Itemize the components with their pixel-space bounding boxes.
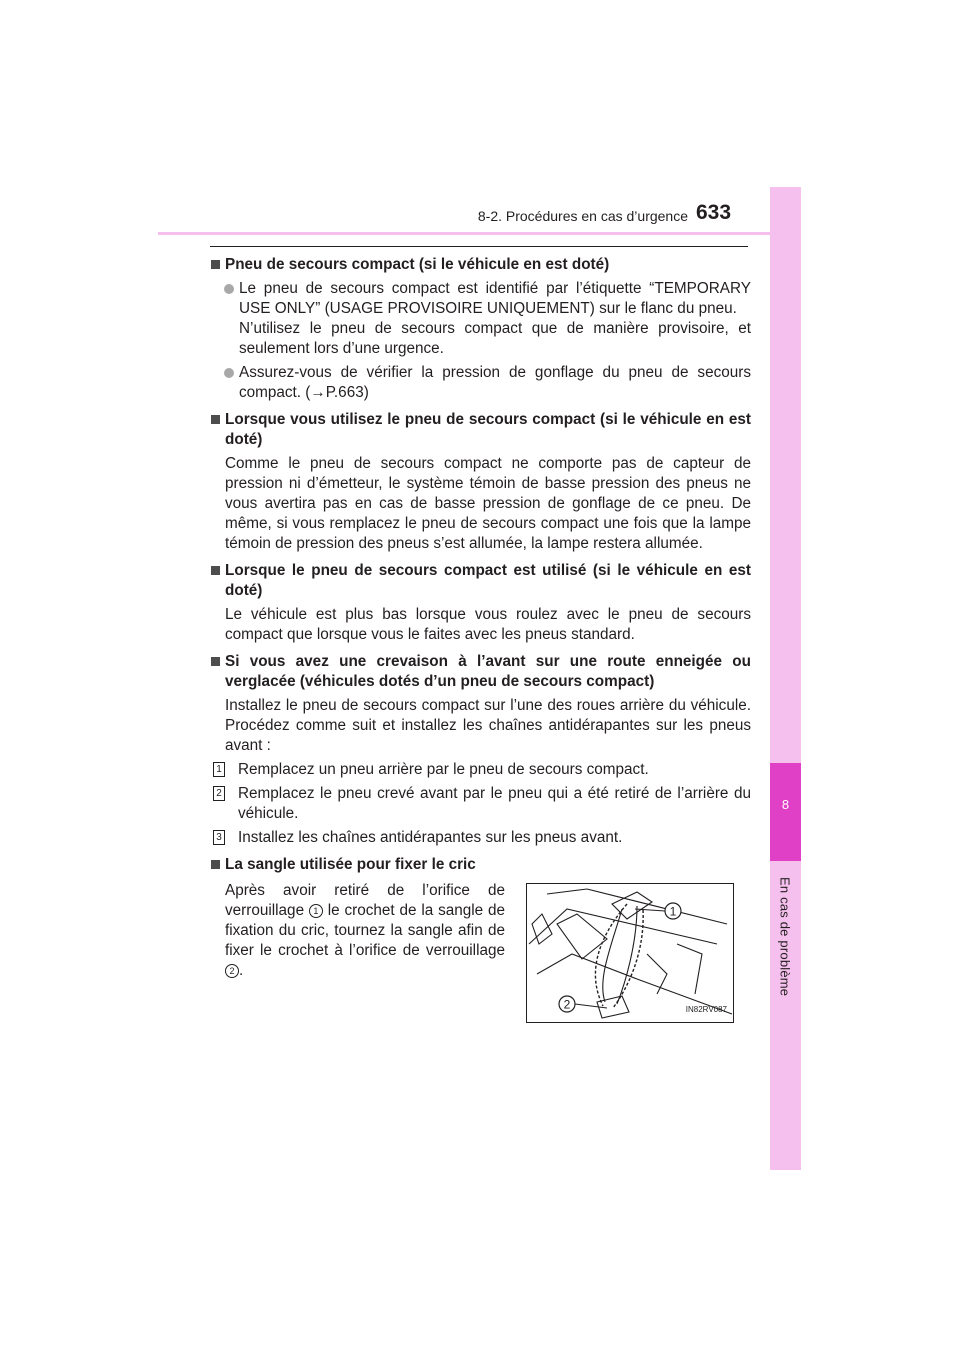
step-number-box: 2 [213,786,225,801]
page-number: 633 [696,201,732,224]
side-tab-strip [770,187,801,1170]
circle-bullet-icon [224,368,234,378]
section-heading: Lorsque vous utilisez le pneu de secours compact (si le véhicule en est doté) [210,410,751,450]
chapter-number: 8 [781,797,790,812]
chapter-title: En cas de problème [777,877,793,997]
jack-strap-block [210,879,751,1039]
section-heading: Lorsque le pneu de secours compact est utilisé (si le véhicule en est doté) [210,561,751,601]
figure-code: IN82RV087 [685,1005,727,1014]
list-item [210,363,751,403]
circled-number-1: 1 [309,904,323,918]
step-item: 3 Installez les chaînes antidérapantes sur les pneus avant. [210,828,751,848]
jack-strap-illustration [526,883,734,1023]
square-bullet-icon [211,657,220,666]
square-bullet-icon [211,415,220,424]
page-content [210,255,751,1046]
paragraph: Comme le pneu de secours compact ne comporte pas de capteur de pression ni d’émetteur, le système témoin de basse pression des pneus ne vous avertira pas en cas de basse pression de gonflage de ce pneu. De même, si vous remplacez le pneu de secours compact une fois que la lampe témoin de pression des pneus s’est allumée, la lampe restera allumée. [225,455,751,552]
section-compact-spare [210,255,751,403]
square-bullet-icon [211,260,220,269]
section-compact-spare-in-use [210,561,751,645]
callout-label-2: 2 [563,997,571,1012]
step-number-box: 3 [213,830,225,845]
paragraph: N’utilisez le pneu de secours compact que de manière provisoire, et seulement lors d’une urgence. [239,320,751,357]
section-heading: Pneu de secours compact (si le véhicule en est doté) [210,255,751,275]
header-rule [158,232,801,235]
square-bullet-icon [211,566,220,575]
paragraph: Assurez-vous de vérifier la pression de gonflage du pneu de secours compact. (→P.663) [239,364,751,401]
content-top-rule [210,246,748,247]
side-chapter-title [773,872,797,1002]
step-item: 2 Remplacez le pneu crevé avant par le pneu qui a été retiré de l’arrière du véhicule. [210,784,751,824]
side-chapter-tab [770,763,801,861]
section-using-compact-spare [210,410,751,554]
callout-line-2 [575,1004,607,1008]
section-heading: La sangle utilisée pour fixer le cric [210,855,751,875]
circled-number-2: 2 [225,964,239,978]
callout-label-1: 1 [669,904,677,919]
step-number-box: 1 [213,762,225,777]
square-bullet-icon [211,860,220,869]
paragraph: Installez le pneu de secours compact sur l’une des roues arrière du véhicule. Procédez comme suit et installez les chaînes antidérapantes sur les pneus avant : [225,697,751,754]
paragraph: Le pneu de secours compact est identifié par l’étiquette “TEMPORARY USE ONLY” (USAGE PROVISOIRE UNIQUEMENT) sur le flanc du pneu. [239,280,751,317]
section-title: 8-2. Procédures en cas d’urgence [477,208,688,224]
section-heading: Si vous avez une crevaison à l’avant sur une route enneigée ou verglacée (véhicules dotés d’un pneu de secours compact) [210,652,751,692]
paragraph: Le véhicule est plus bas lorsque vous roulez avec le pneu de secours compact que lorsque vous le faites avec les pneus standard. [225,606,751,643]
paragraph: Après avoir retiré de l’orifice de verrouillage 1 le crochet de la sangle de fixation du cric, tournez la sangle afin de fixer le crochet à l’orifice de verrouillage 2 . [225,882,506,979]
step-item: 1 Remplacez un pneu arrière par le pneu de secours compact. [210,760,751,780]
section-jack-strap [210,855,751,1039]
list-item [210,279,751,359]
section-front-flat-snow [210,652,751,848]
circle-bullet-icon [224,284,234,294]
